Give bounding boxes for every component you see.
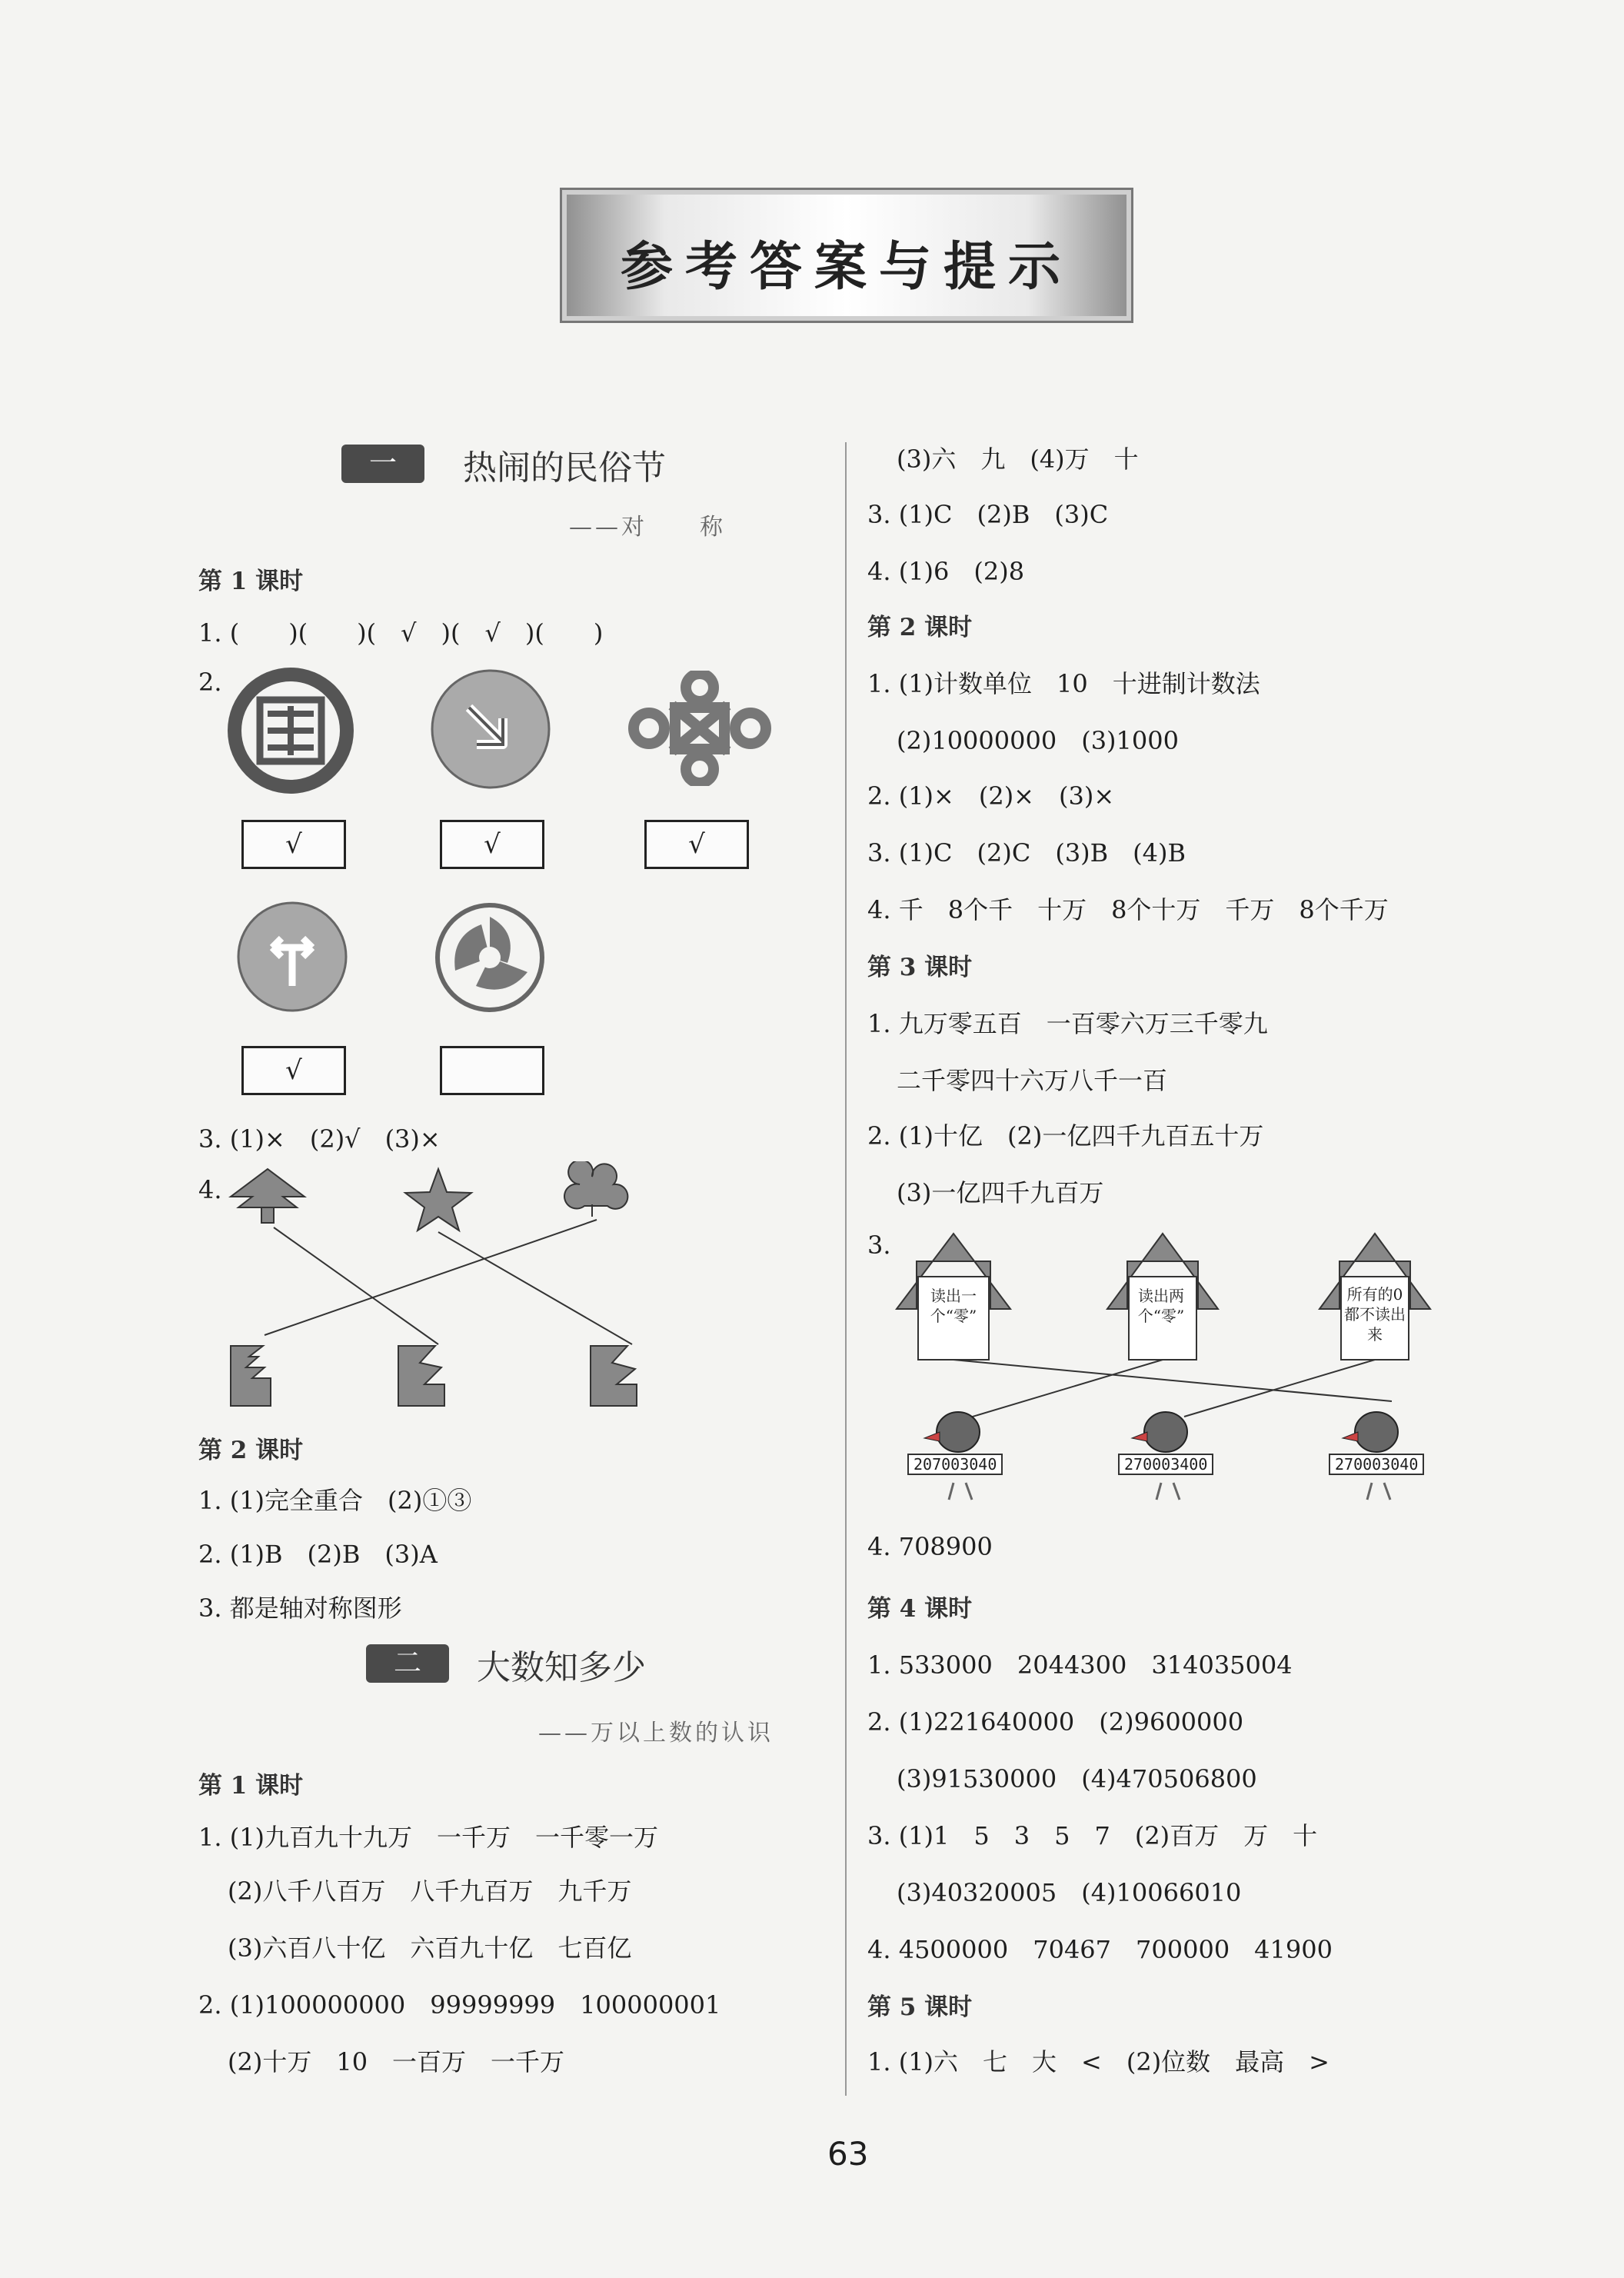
unit2-title: 大数知多少 (477, 1648, 646, 1687)
matching-shapes-diagram (215, 1161, 677, 1407)
answer-line: 1. (1)六 七 大 < (2)位数 最高 > (867, 2047, 1329, 2077)
answer-line: (2)10000000 (3)1000 (897, 726, 1179, 755)
lesson-label: 第 4 课时 (867, 1595, 973, 1623)
bird-icon (1144, 1412, 1187, 1452)
answer-line: 1. (1)九百九十九万 一千万 一千零一万 (198, 1823, 659, 1852)
lesson-label: 第 2 课时 (867, 614, 973, 641)
number-tag: 270003400 (1118, 1454, 1213, 1475)
answer-line: 3. (1)C (2)C (3)B (4)B (867, 838, 1186, 868)
answer-line: 2. (1)B (2)B (3)A (198, 1540, 438, 1569)
answer-line: (2)十万 10 一百万 一千万 (228, 2047, 565, 2077)
tree-shape-icon (231, 1169, 304, 1223)
unit1-subtitle: ——对 称 (569, 514, 726, 541)
answer-line: 4. (1)6 (2)8 (867, 557, 1025, 586)
half-shape-icon (231, 1346, 271, 1406)
answer-line: 3. 都是轴对称图形 (198, 1594, 402, 1623)
answer-line: 2. (1)221640000 (2)9600000 (867, 1707, 1244, 1737)
answer-line: 1. (1)完全重合 (2)①③ (198, 1486, 472, 1515)
answer-line: (3)一亿四千九百万 (897, 1178, 1104, 1207)
answer-line: 1. (1)计数单位 10 十进制计数法 (867, 669, 1260, 698)
answer-line: (3)40320005 (4)10066010 (897, 1878, 1242, 1907)
house-label: 读出一个“零” (930, 1287, 977, 1325)
answer-checkbox: √ (241, 820, 346, 869)
half-shape-icon (591, 1346, 637, 1406)
answer-line: 1. ( )( )( √ )( √ )( ) (198, 618, 604, 648)
swirl-logo-icon (434, 901, 546, 1014)
answer-checkbox: √ (241, 1046, 346, 1095)
answer-line: 1. 九万零五百 一百零六万三千零九 (867, 1009, 1268, 1038)
house-label: 所有的0都不读出来 (1344, 1285, 1406, 1344)
answer-line: 3. (1)C (2)B (3)C (867, 500, 1109, 529)
lesson-label: 第 1 课时 (198, 1772, 304, 1800)
answer-line: 3. (1)1 5 3 5 7 (2)百万 万 十 (867, 1821, 1318, 1850)
unit2-badge: 二 (366, 1644, 449, 1683)
answer-line: 2. (1)100000000 99999999 100000001 (198, 1990, 721, 2020)
answer-line: (2)八千八百万 八千九百万 九千万 (228, 1877, 632, 1906)
answer-line: 3. (1)× (2)√ (3)× (198, 1124, 441, 1154)
column-divider (845, 442, 847, 2096)
unit1-title: 热闹的民俗节 (463, 448, 666, 488)
answer-line: 4. 4500000 70467 700000 41900 (867, 1935, 1333, 1964)
half-shape-icon (398, 1346, 444, 1406)
question-number: 4. (198, 1175, 222, 1204)
answer-line: (3)91530000 (4)470506800 (897, 1764, 1257, 1793)
answer-line: (3)六 九 (4)万 十 (897, 445, 1139, 474)
bird-icon (937, 1412, 980, 1452)
answer-line: 4. 708900 (867, 1532, 993, 1561)
star-shape-icon (405, 1169, 471, 1231)
number-tag: 207003040 (907, 1454, 1003, 1475)
answer-checkbox: √ (440, 820, 544, 869)
unit2-subtitle: ——万以上数的认识 (538, 1720, 774, 1747)
answer-checkbox-empty (440, 1046, 544, 1095)
answer-checkbox: √ (644, 820, 749, 869)
answer-line: 1. 533000 2044300 314035004 (867, 1650, 1293, 1680)
bank-symbol-icon (223, 663, 358, 798)
house-label: 读出两个“零” (1137, 1287, 1185, 1325)
page-title: 参考答案与提示 (620, 237, 1073, 298)
question-number: 3. (867, 1231, 891, 1260)
lesson-label: 第 1 课时 (198, 568, 304, 595)
bird-icon (1355, 1412, 1398, 1452)
lesson-label: 第 2 课时 (198, 1437, 304, 1464)
lesson-label: 第 5 课时 (867, 1993, 973, 2021)
answer-line: 4. 千 8个千 十万 8个十万 千万 8个千万 (867, 895, 1389, 924)
answer-line: (3)六百八十亿 六百九十亿 七百亿 (228, 1933, 632, 1963)
chinese-knot-icon (626, 671, 774, 786)
answer-line: 2. (1)十亿 (2)一亿四千九百五十万 (867, 1121, 1264, 1151)
arrow-sign-icon (429, 668, 552, 791)
answer-line: 二千零四十六万八千一百 (897, 1066, 1168, 1095)
page-number: 63 (827, 2135, 869, 2173)
question-number: 2. (198, 668, 222, 697)
lesson-label: 第 3 课时 (867, 954, 973, 981)
road-sign-icon (235, 900, 349, 1014)
unit1-badge: 一 (341, 445, 424, 483)
answer-line: 2. (1)× (2)× (3)× (867, 781, 1115, 811)
number-tag: 270003040 (1329, 1454, 1424, 1475)
club-shape-icon (564, 1161, 627, 1217)
page-title-box (560, 188, 1133, 323)
